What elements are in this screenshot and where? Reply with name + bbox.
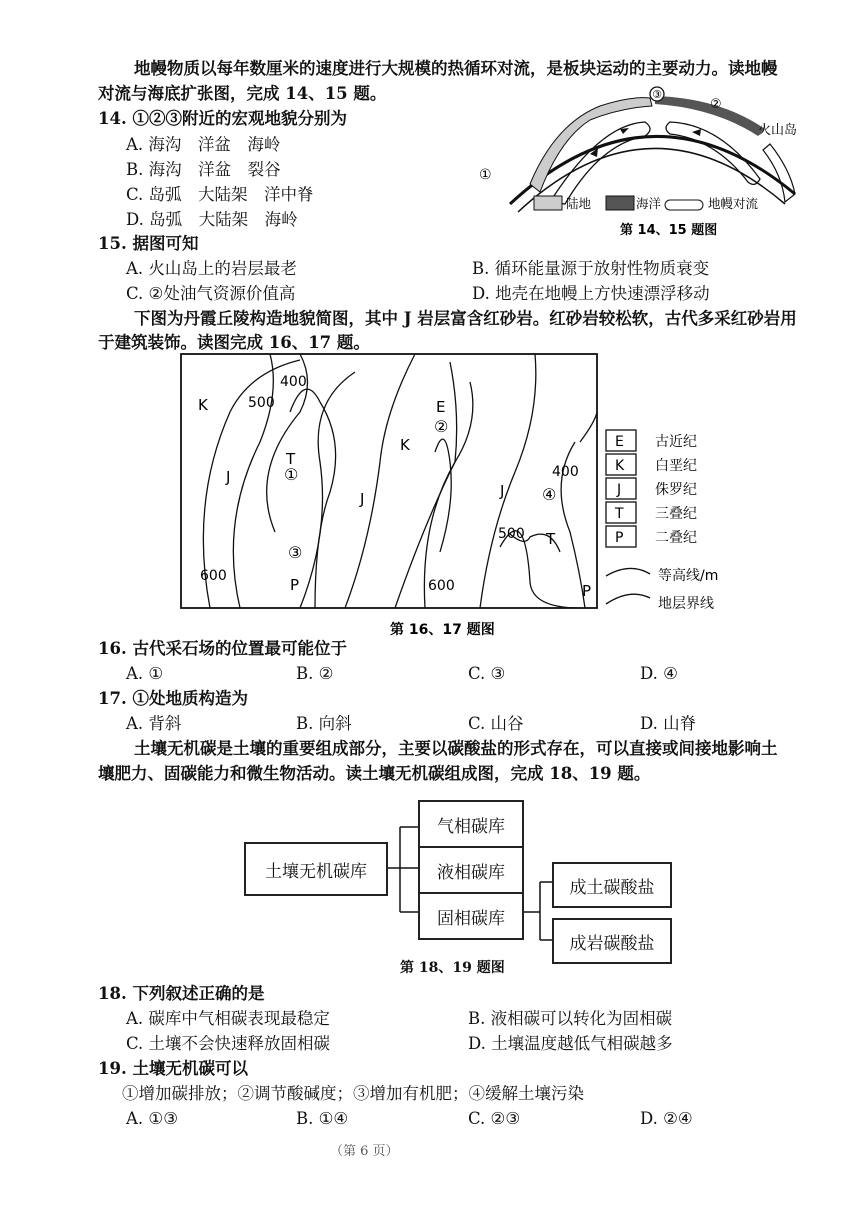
fig1-volcanic-island-label: 火山岛 bbox=[758, 123, 798, 138]
contour-label-500-a: 500 bbox=[248, 395, 275, 411]
q14-option-c: C. 岛弧 大陆架 洋中脊 bbox=[126, 185, 314, 204]
q14-option-a: A. 海沟 洋盆 海岭 bbox=[126, 135, 281, 154]
q14-option-d: D. 岛弧 大陆架 海岭 bbox=[126, 210, 298, 229]
contour-label-400-b: 400 bbox=[552, 464, 579, 480]
contour-label-600-b: 600 bbox=[428, 578, 455, 594]
rock-carbonate-box: 成岩碳酸盐 bbox=[552, 918, 672, 964]
q19-items: ①增加碳排放；②调节酸碱度；③增加有机肥；④缓解土壤污染 bbox=[122, 1084, 584, 1103]
contour-label-600-a: 600 bbox=[200, 568, 227, 584]
fig1-mark3: ③ bbox=[652, 88, 662, 101]
intro-18-19-line1: 土壤无机碳是土壤的重要组成部分，主要以碳酸盐的形式存在，可以直接或间接地影响土 bbox=[134, 739, 778, 758]
contour-label-400-a: 400 bbox=[280, 374, 307, 390]
legend-code-j: J bbox=[617, 482, 622, 498]
stratum-label-j-3: J bbox=[500, 482, 505, 500]
fig1-caption: 第 14、15 题图 bbox=[620, 223, 718, 238]
q16-option-b: B. ② bbox=[296, 664, 334, 683]
q18-option-d: D. 土壤温度越低气相碳越多 bbox=[468, 1034, 673, 1053]
q19-option-d: D. ②④ bbox=[640, 1109, 693, 1128]
q17-stem: 17. ①处地质构造为 bbox=[98, 689, 248, 708]
legend-name-k: 白垩纪 bbox=[655, 458, 697, 474]
map-mark-3: ③ bbox=[288, 543, 303, 562]
stratum-label-p-2: P bbox=[582, 582, 592, 600]
q14-option-b: B. 海沟 洋盆 裂谷 bbox=[126, 160, 281, 179]
q16-stem: 16. 古代采石场的位置最可能位于 bbox=[98, 639, 347, 658]
fig1-mark2: ② bbox=[710, 97, 722, 112]
q17-option-d: D. 山脊 bbox=[640, 714, 697, 733]
fig1-legend-ocean: 海洋 bbox=[636, 196, 662, 211]
legend-code-e: E bbox=[615, 434, 624, 450]
q18-option-b: B. 液相碳可以转化为固相碳 bbox=[468, 1009, 673, 1028]
q16-option-a: A. ① bbox=[126, 664, 164, 683]
q18-option-a: A. 碳库中气相碳表现最稳定 bbox=[126, 1009, 330, 1028]
map-mark-1: ① bbox=[284, 465, 299, 484]
q19-option-a: A. ①③ bbox=[126, 1109, 178, 1128]
intro-18-19-line2: 壤肥力、固碳能力和微生物活动。读土壤无机碳组成图，完成 18、19 题。 bbox=[98, 764, 651, 783]
fig2-caption: 第 16、17 题图 bbox=[390, 622, 495, 638]
soil-carbonate-box: 成土碳酸盐 bbox=[552, 862, 672, 908]
q18-option-c: C. 土壤不会快速释放固相碳 bbox=[126, 1034, 331, 1053]
q19-stem: 19. 土壤无机碳可以 bbox=[98, 1059, 248, 1078]
legend-name-t: 三叠纪 bbox=[655, 506, 697, 522]
q17-option-c: C. 山谷 bbox=[468, 714, 524, 733]
intro-14-15-line2: 对流与海底扩张图，完成 14、15 题。 bbox=[98, 84, 387, 103]
map-mark-4: ④ bbox=[542, 485, 557, 504]
stratum-label-k-2: K bbox=[400, 436, 410, 454]
legend-name-p: 二叠纪 bbox=[655, 530, 697, 546]
stratum-label-p-1: P bbox=[290, 576, 300, 594]
q15-option-b: B. 循环能量源于放射性物质衰变 bbox=[472, 259, 710, 278]
fig3-caption: 第 18、19 题图 bbox=[400, 960, 505, 976]
fig1-legend-land: 陆地 bbox=[566, 196, 592, 211]
q16-option-d: D. ④ bbox=[640, 664, 678, 683]
liquid-carbon-box: 液相碳库 bbox=[418, 846, 524, 894]
stratum-label-j-1: J bbox=[226, 468, 231, 486]
legend-code-t: T bbox=[615, 506, 624, 522]
solid-carbon-box: 固相碳库 bbox=[418, 892, 524, 940]
q15-option-c: C. ②处油气资源价值高 bbox=[126, 284, 296, 303]
q15-stem: 15. 据图可知 bbox=[98, 234, 199, 253]
q16-option-c: C. ③ bbox=[468, 664, 506, 683]
legend-contour: 等高线/m bbox=[658, 568, 719, 584]
stratum-label-e-1: E bbox=[436, 398, 446, 416]
q15-option-a: A. 火山岛上的岩层最老 bbox=[126, 259, 297, 278]
q18-stem: 18. 下列叙述正确的是 bbox=[98, 984, 265, 1003]
stratum-label-t-2: T bbox=[546, 530, 556, 548]
legend-name-e: 古近纪 bbox=[655, 434, 697, 450]
legend-boundary: 地层界线 bbox=[658, 596, 714, 612]
legend-code-p: P bbox=[615, 530, 624, 546]
intro-14-15-line1: 地幔物质以每年数厘米的速度进行大规模的热循环对流，是板块运动的主要动力。读地幔 bbox=[134, 59, 778, 78]
page-footer: （第 6 页） bbox=[330, 1144, 399, 1159]
q19-option-c: C. ②③ bbox=[468, 1109, 521, 1128]
legend-code-k: K bbox=[615, 458, 625, 474]
gas-carbon-box: 气相碳库 bbox=[418, 800, 524, 848]
q19-option-b: B. ①④ bbox=[296, 1109, 349, 1128]
legend-name-j: 侏罗纪 bbox=[655, 482, 697, 498]
intro-16-17-line2: 于建筑装饰。读图完成 16、17 题。 bbox=[98, 333, 370, 352]
q14-stem: 14. ①②③附近的宏观地貌分别为 bbox=[98, 109, 347, 128]
q17-option-b: B. 向斜 bbox=[296, 714, 352, 733]
q17-option-a: A. 背斜 bbox=[126, 714, 182, 733]
fig1-legend-convection: 地幔对流 bbox=[708, 196, 759, 211]
fig1-mark1: ① bbox=[479, 167, 492, 183]
q15-option-d: D. 地壳在地幔上方快速漂浮移动 bbox=[472, 284, 710, 303]
intro-16-17-line1: 下图为丹霞丘陵构造地貌简图，其中 J 岩层富含红砂岩。红砂岩较松软，古代多采红砂岩用 bbox=[134, 309, 797, 328]
map-mark-2: ② bbox=[434, 417, 449, 436]
stratum-label-k-1: K bbox=[198, 396, 208, 414]
stratum-label-t-1: T bbox=[286, 450, 296, 468]
root-soil-carbon-box: 土壤无机碳库 bbox=[244, 842, 388, 896]
stratum-label-j-2: J bbox=[360, 490, 365, 508]
contour-label-500-b: 500 bbox=[498, 526, 525, 542]
